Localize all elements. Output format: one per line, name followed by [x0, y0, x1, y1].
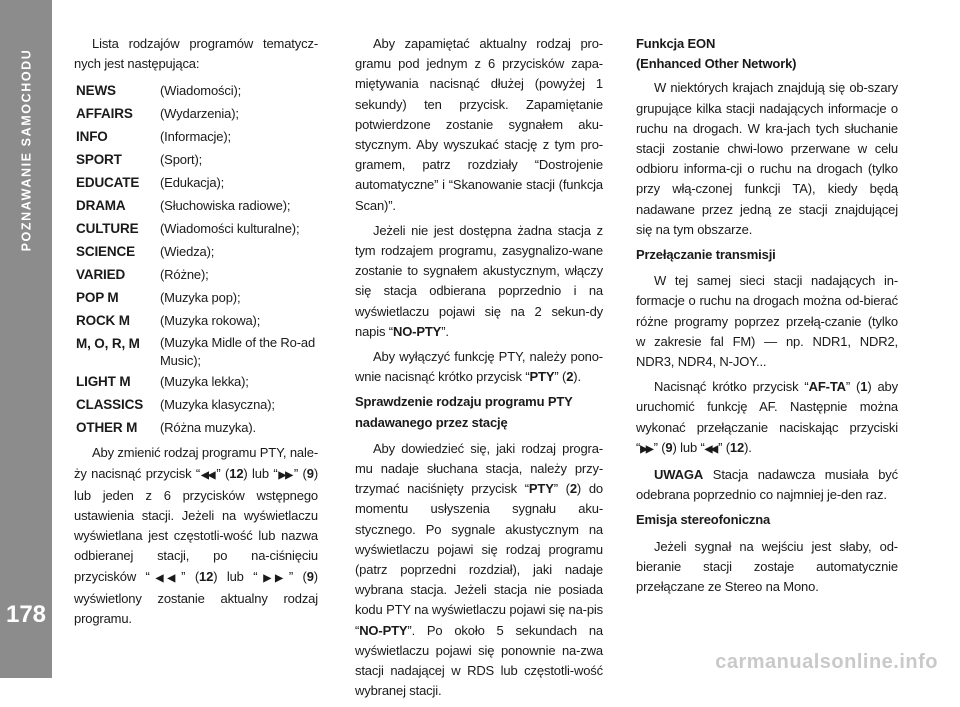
button-ref: 2 — [566, 369, 574, 385]
text-run: ” ( — [181, 568, 200, 584]
button-ref: 2 — [569, 481, 577, 497]
pty-item — [74, 79, 318, 102]
pty-desc: (Sport); — [160, 152, 203, 168]
pty-list — [74, 79, 318, 439]
sidebar — [0, 0, 52, 678]
pty-code: CLASSICS — [76, 397, 144, 413]
pty-desc: (Informacje); — [160, 129, 232, 145]
text-run: ” ( — [845, 379, 861, 395]
pty-item — [74, 263, 318, 286]
text-run: Aby zmienić rodzaj programu PTY, nale-ży nacisnąć przycisk “ — [74, 445, 318, 481]
pty-code: SCIENCE — [76, 244, 135, 260]
button-label: AF-TA — [808, 379, 846, 395]
page-number: 178 — [5, 601, 47, 628]
eon-paragraph: W niektórych krajach znajdują się ob-szary grupujące kilka stacji nadających informacje o ruchu na drogach. W kra-jach tych słuchanie stacji zostanie chwi-lowo przerwane w celu odbioru informa-cji o ruchu na drogach (tylko przy włą-czonej funkcji TA), kiedy będą nadawane przez jedną ze stacji znajdującej się na tym obszarze. — [636, 80, 898, 237]
pty-desc: (Muzyka rokowa); — [160, 313, 261, 329]
button-ref: 9 — [306, 465, 314, 481]
pty-desc: (Muzyka Midle of the Ro-ad Music); — [160, 335, 316, 369]
text-run: ). — [744, 439, 752, 455]
pty-code: SPORT — [76, 152, 122, 168]
text-run: ). — [573, 369, 581, 385]
pty-code: NEWS — [76, 83, 116, 99]
pty-desc: (Wiadomości kulturalne); — [160, 221, 300, 237]
pty-item — [74, 286, 318, 309]
text-run: ” ( — [216, 465, 230, 481]
text-run: ) do momentu usłyszenia sygnału aku-stycznego. Po sygnale akustycznym na wyświetlaczu pojawi się rodzaj programu (patrz poprzedni rozdział), jaki nadaje wybrana stacja. Jeżeli stacja nie posiada kodu PTY na wyświetlaczu pojawi się na-pis “ — [355, 481, 603, 638]
column-1 — [74, 34, 318, 634]
pty-desc: (Wiadomości); — [160, 83, 242, 99]
display-text: NO-PTY — [359, 622, 408, 638]
pty-desc: (Muzyka pop); — [160, 290, 241, 306]
text-run: Jeżeli nie jest dostępna żadna stacja z tym rodzajem programu, zasygnalizo-wane zostanie to sygnałem akustycznym, włączy się stacja odbierana poprzednio i na wyświetlaczu pojawi się na 2 sekun-dy napis “ — [355, 222, 603, 339]
heading-line: Funkcja EON — [636, 36, 716, 51]
text-run: ”. Po około 5 sekundach na wyświetlaczu pojawi się ponownie na-zwa stacji nadającej w RDS lub częstotli-wość wybranej stacji. — [355, 622, 603, 699]
switching-paragraph: W tej samej sieci stacji nadających in-formacje o ruchu na drogach można od-bierać różne programy poprzez przełą-czanie (tylko w zakresie fal FM) — np. NDR1, NDR2, NDR3, NDR4, N-JOY... — [636, 273, 898, 370]
pty-code: EDUCATE — [76, 175, 140, 191]
pty-desc: (Słuchowiska radiowe); — [160, 198, 291, 214]
text-run: ) wyświetlony zostanie aktualny rodzaj programu. — [74, 568, 318, 627]
button-ref: 12 — [729, 439, 745, 455]
text-run: Stacja nadawcza musiała być odebrana poprzednio co najmniej je-den raz. — [636, 467, 898, 503]
section-heading: Przełączanie transmisji — [636, 247, 776, 263]
column-3 — [636, 34, 898, 602]
pty-code: LIGHT M — [76, 374, 131, 390]
memorize-paragraph: Aby zapamiętać aktualny rodzaj pro-gramu pod jednym z 6 przycisków zapa-miętywania nacisnąć dłużej (powyżej 1 sekundy) ten przycisk. Zapamiętanie potwierdzone zostanie sygnałem aku-stycznym. Aby wyszukać stację z tym pro-gramem, patrz rozdziały “Dostrojenie automatyczne” i “Skanowanie stacji (funkcja Scan)”. — [355, 36, 603, 213]
fast-forward-icon: ▶▶ — [277, 469, 292, 481]
pty-desc: (Różne); — [160, 267, 209, 283]
pty-desc: (Wydarzenia); — [160, 106, 239, 122]
pty-item — [74, 125, 318, 148]
pty-code: M, O, R, M — [76, 336, 140, 352]
watermark: carmanualsonline.info — [715, 651, 938, 673]
text-run: ) lub “ — [243, 465, 278, 481]
text-run: ” ( — [288, 568, 307, 584]
button-ref: 9 — [665, 439, 673, 455]
text-run: Aby dowiedzieć się, jaki rodzaj progra-mu nadaje słuchana stacja, należy przy-trzymać naciśnięty przycisk “ — [355, 440, 603, 497]
no-station-paragraph — [355, 221, 603, 342]
text-run: ” ( — [293, 465, 307, 481]
pty-code: DRAMA — [76, 198, 126, 214]
fast-forward-icon: ▶▶ — [640, 443, 652, 455]
pty-item — [74, 194, 318, 217]
text-run: ” ( — [653, 439, 666, 455]
pty-code: AFFAIRS — [76, 106, 133, 122]
pty-desc: (Wiedza); — [160, 244, 215, 260]
button-ref: 1 — [860, 379, 868, 395]
pty-code: VARIED — [76, 267, 126, 283]
section-title — [14, 30, 38, 270]
pty-code: INFO — [76, 129, 108, 145]
warning-label: UWAGA — [654, 467, 704, 483]
button-ref: 12 — [199, 568, 214, 584]
rewind-icon: ◀◀ — [704, 443, 717, 455]
display-text: NO-PTY — [392, 323, 442, 339]
rewind-icon: ◀◀ — [200, 469, 215, 481]
pty-item — [74, 171, 318, 194]
af-paragraph — [636, 377, 898, 460]
text-run: ” ( — [718, 439, 730, 455]
column-2 — [355, 34, 603, 707]
pty-item — [74, 416, 318, 439]
text-run: ) lub jeden z 6 przycisków wstępnego ustawienia stacji. Jeżeli na wyświetlaczu wyświetlana jest częstotli-wość lub nazwa odbieranej stacji, po na-ciśnięciu przycisków “ — [74, 465, 318, 584]
change-pty-paragraph — [74, 443, 318, 629]
check-pty-paragraph — [355, 439, 603, 702]
pty-desc: (Edukacja); — [160, 175, 225, 191]
pty-item — [74, 309, 318, 332]
button-ref: 12 — [229, 465, 244, 481]
pty-item — [74, 240, 318, 263]
pty-item — [74, 217, 318, 240]
pty-code: ROCK M — [76, 313, 130, 329]
warning-paragraph — [636, 465, 898, 505]
pty-code: OTHER M — [76, 420, 138, 436]
pty-item — [74, 332, 318, 370]
section-title-text: POZNAWANIE SAMOCHODU — [19, 48, 33, 252]
heading-line: (Enhanced Other Network) — [636, 56, 797, 72]
text-run: Aby wyłączyć funkcję PTY, należy pono-wnie nacisnąć krótko przycisk “ — [355, 349, 603, 385]
section-heading: Sprawdzenie rodzaju programu PTY nadawanego przez stację — [355, 394, 573, 430]
text-run: ) lub “ — [213, 568, 258, 584]
text-run: ) lub “ — [672, 439, 705, 455]
text-run: ”. — [441, 323, 449, 339]
fast-forward-icon: ▶▶ — [257, 572, 287, 584]
pty-item — [74, 370, 318, 393]
button-label: PTY — [529, 369, 555, 385]
section-heading: Emisja stereofoniczna — [636, 512, 771, 528]
text-run: ” ( — [553, 481, 570, 497]
pty-item — [74, 148, 318, 171]
text-run: ) aby uruchomić funkcję AF. Następnie można wykonać przełączanie naciskając przyciski “ — [636, 379, 898, 455]
text-run: ” ( — [554, 369, 567, 385]
pty-code: CULTURE — [76, 221, 139, 237]
pty-desc: (Różna muzyka). — [160, 420, 256, 436]
disable-pty-paragraph — [355, 347, 603, 387]
pty-code: POP M — [76, 290, 119, 306]
pty-desc: (Muzyka lekka); — [160, 374, 249, 390]
stereo-paragraph: Jeżeli sygnał na wejściu jest słaby, od-bieranie stacji zostaje automatycznie przełączane ze Stereo na Mono. — [636, 538, 898, 595]
text-run: Nacisnąć krótko przycisk “ — [654, 379, 809, 395]
rewind-icon: ◀◀ — [149, 572, 180, 584]
pty-desc: (Muzyka klasyczna); — [160, 397, 275, 413]
pty-item — [74, 393, 318, 416]
button-label: PTY — [528, 481, 554, 497]
pty-intro: Lista rodzajów programów tematycz-nych jest następująca: — [74, 36, 318, 72]
section-heading — [636, 34, 898, 74]
button-ref: 9 — [306, 568, 314, 584]
pty-item — [74, 102, 318, 125]
